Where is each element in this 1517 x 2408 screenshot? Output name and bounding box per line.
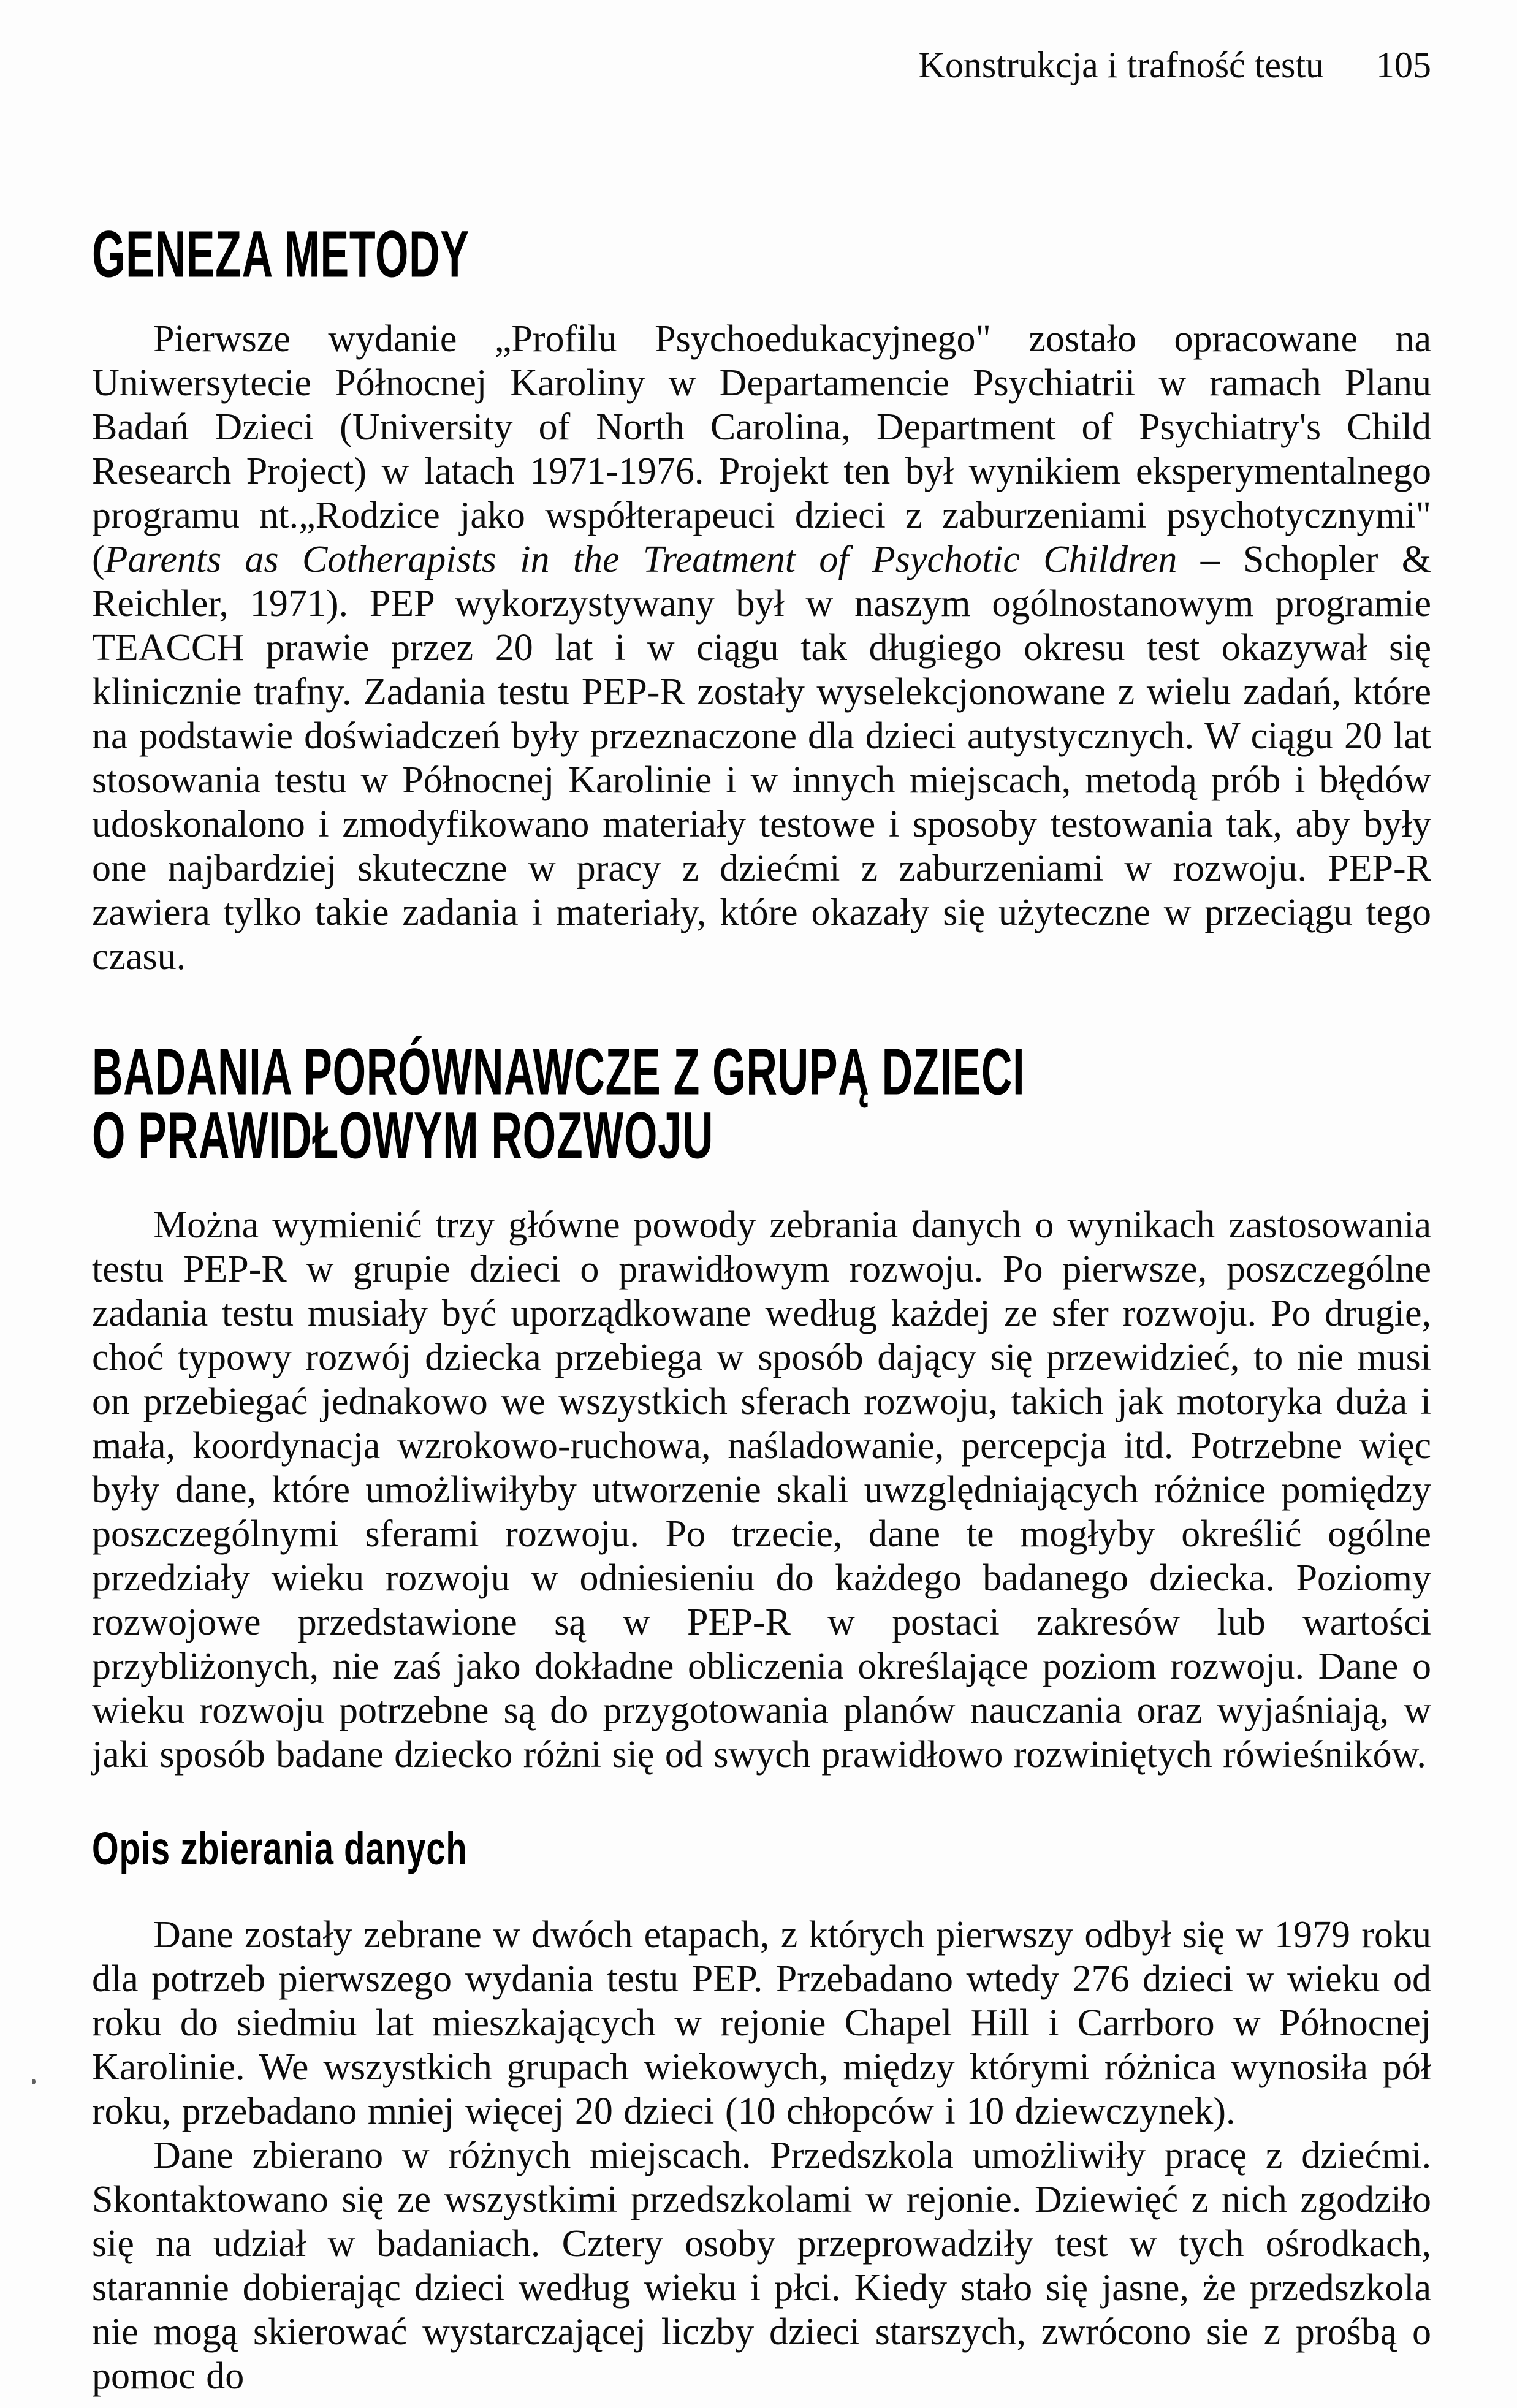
section-heading-geneza-metody	[92, 217, 1431, 292]
running-header	[92, 0, 1431, 86]
subsection-heading-opis-zbierania-danych	[92, 1823, 1431, 1875]
badania-heading-line-2	[92, 1098, 1431, 1173]
opis-paragraph-1: Dane zostały zebrane w dwóch etapach, z których pierwszy odbył się w 1979 roku dla potrzeb pierwszego wydania testu PEP. Przebadano wtedy 276 dzieci w wieku od roku do siedmiu lat mieszkających w rejonie Chapel Hill i Carrboro w Północnej Karolinie. We wszystkich grupach wiekowych, między którymi różnica wynosiła pół roku, przebadano mniej więcej 20 dzieci (10 chłopców i 10 dziewczynek).	[92, 1914, 1431, 2132]
page-number: 105	[1376, 45, 1431, 85]
section-heading-badania-porownawcze	[92, 1035, 1431, 1173]
geneza-paragraph-text-lead: Pierwsze wydanie „Profilu Psychoedukacyjnego" zostało opracowane na Uniwersytecie Północnej Karoliny w Departamencie Psychiatrii w ramach Planu Badań Dzieci (University of North Carolina, Department of Psychiatry's Child Research Project) w latach 1971-1976. Projekt ten był wynikiem eksperymentalnego programu nt.„Rodzice jako współterapeuci dzieci z zaburzeniami psychotycznymi" (	[92, 318, 1431, 580]
badania-paragraph: Można wymienić trzy główne powody zebrania danych o wynikach zastosowania testu PEP-R w grupie dzieci o prawidłowym rozwoju. Po pierwsze, poszczególne zadania testu musiały być uporządkowane według każdej ze sfer rozwoju. Po drugie, choć typowy rozwój dziecka przebiega w sposób dający się przewidzieć, to nie musi on przebiegać jednakowo we wszystkich sferach rozwoju, takich jak motoryka duża i mała, koordynacja wzrokowo-ruchowa, naśladowanie, percepcja itd. Potrzebne więc były dane, które umożliwiłyby utworzenie skali uwzględniających różnice pomiędzy poszczególnymi sferami rozwoju. Po trzecie, dane te mogłyby określić ogólne przedziały wieku rozwoju w odniesieniu do każdego badanego dziecka. Poziomy rozwojowe przedstawione są w PEP-R w postaci zakresów lub wartości przybliżonych, nie zaś jako dokładne obliczenia określające poziom rozwoju. Dane o wieku rozwoju potrzebne są do przygotowania planów nauczania oraz wyjaśniają, w jaki sposób badane dziecko różni się od swych prawidłowo rozwiniętych rówieśników.	[92, 1204, 1431, 1776]
geneza-paragraph	[92, 317, 1431, 979]
scan-artifact-speck	[32, 2079, 36, 2084]
geneza-paragraph-italic-citation: Parents as Cotherapists in the Treatment of Psychotic Children	[104, 539, 1177, 580]
badania-heading-line-1-text: BADANIA PORÓWNAWCZE Z GRUPĄ DZIECI	[92, 1035, 1025, 1109]
opis-paragraph-2: Dane zbierano w różnych miejscach. Przedszkola umożliwiły pracę z dziećmi. Skontaktowano się ze wszystkimi przedszkolami w rejonie. Dziewięć z nich zgodziło się na udział w badaniach. Cztery osoby przeprowadziły test w tych ośrodkach, starannie dobierając dzieci według wieku i płci. Kiedy stało się jasne, że przedszkola nie mogą skierować wystarczającej liczby dzieci starszych, zwrócono sie z prośbą o pomoc do	[92, 2135, 1431, 2397]
badania-heading-line-1	[92, 1035, 1431, 1109]
running-header-title: Konstrukcja i trafność testu	[918, 45, 1324, 85]
badania-heading-line-2-text: O PRAWIDŁOWYM ROZWOJU	[92, 1098, 714, 1173]
geneza-paragraph-text-tail: – Schopler & Reichler, 1971). PEP wykorzystywany był w naszym ogólnostanowym programie TEACCH prawie przez 20 lat i w ciągu tak długiego okresu test okazywał się klinicznie trafny. Zadania testu PEP-R zostały wyselekcjonowane z wielu zadań, które na podstawie doświadczeń były przeznaczone dla dzieci autystycznych. W ciągu 20 lat stosowania testu w Północnej Karolinie i w innych miejscach, metodą prób i błędów udoskonalono i zmodyfikowano materiały testowe i sposoby testowania tak, aby były one najbardziej skuteczne w pracy z dziećmi z zaburzeniami w rozwoju. PEP-R zawiera tylko takie zadania i materiały, które okazały się użyteczne w przeciągu tego czasu.	[92, 539, 1431, 978]
subsection-heading-opis-text: Opis zbierania danych	[92, 1823, 468, 1875]
section-heading-geneza-metody-text: GENEZA METODY	[92, 217, 470, 292]
